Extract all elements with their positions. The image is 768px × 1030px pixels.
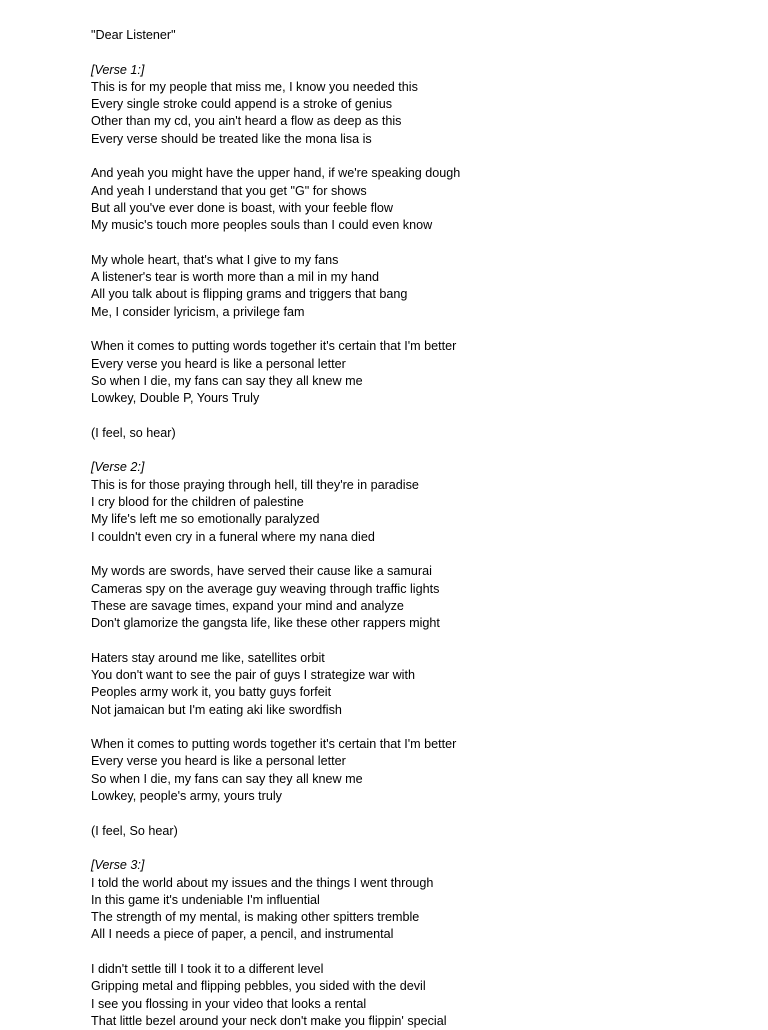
lyric-line: I told the world about my issues and the things I went through	[91, 875, 434, 890]
spacer	[91, 632, 751, 649]
spacer	[91, 148, 751, 165]
stanza	[91, 165, 751, 234]
lyric-line: These are savage times, expand your mind and analyze	[91, 598, 404, 613]
stanza	[91, 477, 751, 546]
stanza	[91, 252, 751, 321]
lyric-line: My life's left me so emotionally paralyzed	[91, 512, 320, 527]
spacer	[91, 719, 751, 736]
spacer	[91, 321, 751, 338]
spacer	[91, 44, 751, 61]
lyric-line: So when I die, my fans can say they all knew me	[91, 771, 363, 786]
lyric-line: Not jamaican but I'm eating aki like swordfish	[91, 702, 342, 717]
lyric-line: This is for those praying through hell, till they're in paradise	[91, 477, 419, 492]
lyric-line: I didn't settle till I took it to a different level	[91, 962, 324, 977]
lyric-line: Lowkey, Double P, Yours Truly	[91, 391, 260, 406]
lyric-line: (I feel, so hear)	[91, 425, 176, 440]
lyric-line: And yeah I understand that you get "G" for shows	[91, 183, 367, 198]
stanza	[91, 79, 751, 148]
verse-label: [Verse 3:]	[91, 858, 145, 873]
lyric-line: My whole heart, that's what I give to my fans	[91, 252, 339, 267]
lyric-line: And yeah you might have the upper hand, if we're speaking dough	[91, 166, 461, 181]
stanza	[91, 736, 751, 805]
lyric-line: In this game it's undeniable I'm influential	[91, 892, 320, 907]
spacer	[91, 944, 751, 961]
spacer	[91, 408, 751, 425]
lyric-line: That little bezel around your neck don't make you flippin' special	[91, 1013, 447, 1028]
spacer	[91, 805, 751, 822]
verse-label: [Verse 1:]	[91, 62, 145, 77]
stanza	[91, 425, 751, 442]
lyric-line: All I needs a piece of paper, a pencil, and instrumental	[91, 927, 394, 942]
lyric-line: Me, I consider lyricism, a privilege fam	[91, 304, 305, 319]
lyric-line: My words are swords, have served their cause like a samurai	[91, 564, 432, 579]
lyric-line: But all you've ever done is boast, with your feeble flow	[91, 200, 394, 215]
lyric-line: Every verse should be treated like the mona lisa is	[91, 131, 372, 146]
lyric-line: Lowkey, people's army, yours truly	[91, 789, 282, 804]
lyric-line: I cry blood for the children of palestine	[91, 495, 304, 510]
lyric-line: Other than my cd, you ain't heard a flow as deep as this	[91, 114, 402, 129]
lyric-line: Every verse you heard is like a personal letter	[91, 356, 346, 371]
lyric-line: Every verse you heard is like a personal letter	[91, 754, 346, 769]
lyric-line: When it comes to putting words together it's certain that I'm better	[91, 737, 457, 752]
lyric-line: Every single stroke could append is a stroke of genius	[91, 97, 393, 112]
lyric-line: The strength of my mental, is making other spitters tremble	[91, 910, 420, 925]
lyric-line: Don't glamorize the gangsta life, like these other rappers might	[91, 616, 440, 631]
song-title: "Dear Listener"	[91, 28, 176, 42]
lyric-line: Cameras spy on the average guy weaving through traffic lights	[91, 581, 440, 596]
spacer	[91, 235, 751, 252]
lyric-line: This is for my people that miss me, I know you needed this	[91, 79, 418, 94]
stanza	[91, 961, 751, 1030]
lyric-line: A listener's tear is worth more than a mil in my hand	[91, 270, 379, 285]
lyric-line: Peoples army work it, you batty guys forfeit	[91, 685, 332, 700]
spacer	[91, 546, 751, 563]
spacer	[91, 442, 751, 459]
lyric-line: I see you flossing in your video that looks a rental	[91, 996, 367, 1011]
stanza	[91, 338, 751, 407]
lyrics-body	[91, 62, 751, 1030]
stanza	[91, 650, 751, 719]
stanza	[91, 563, 751, 632]
stanza	[91, 875, 751, 944]
stanza	[91, 823, 751, 840]
lyric-line: My music's touch more peoples souls than I could even know	[91, 218, 433, 233]
lyric-line: You don't want to see the pair of guys I strategize war with	[91, 667, 415, 682]
lyric-line: When it comes to putting words together it's certain that I'm better	[91, 339, 457, 354]
lyric-line: (I feel, So hear)	[91, 823, 178, 838]
verse-label: [Verse 2:]	[91, 460, 145, 475]
lyrics-document	[91, 27, 751, 1030]
lyric-line: I couldn't even cry in a funeral where my nana died	[91, 529, 375, 544]
lyric-line: So when I die, my fans can say they all knew me	[91, 373, 363, 388]
lyric-line: Gripping metal and flipping pebbles, you sided with the devil	[91, 979, 426, 994]
lyric-line: All you talk about is flipping grams and triggers that bang	[91, 287, 408, 302]
lyric-line: Haters stay around me like, satellites orbit	[91, 650, 325, 665]
spacer	[91, 840, 751, 857]
